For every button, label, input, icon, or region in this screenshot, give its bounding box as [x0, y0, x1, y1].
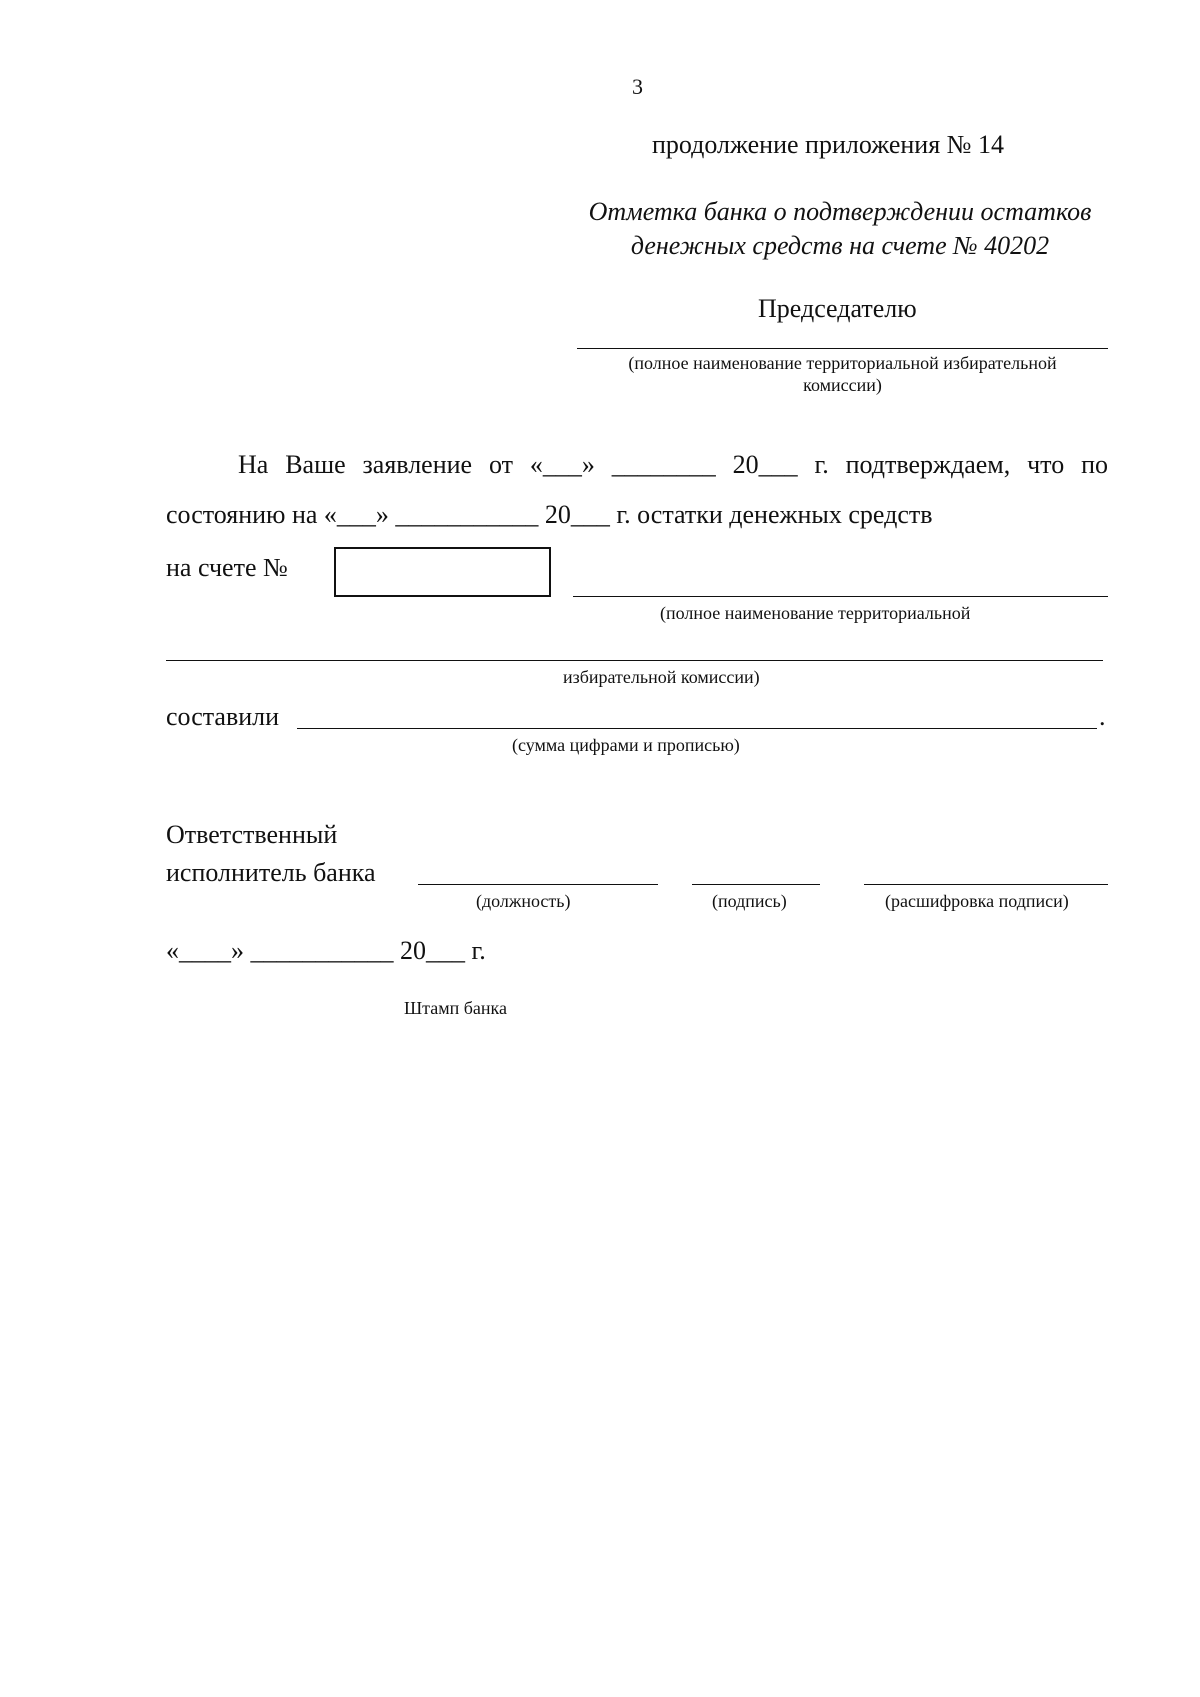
- page-number: 3: [632, 74, 643, 99]
- addressee: Председателю: [758, 294, 917, 323]
- account-number-box[interactable]: [334, 547, 551, 597]
- paragraph-line-2: состоянию на «___» ___________ 20___ г. остатки денежных средств: [166, 500, 933, 529]
- title-line-1: Отметка банка о подтверждении остатков: [588, 197, 1092, 226]
- document-title: [560, 195, 1120, 263]
- responsible-label-1: Ответственный: [166, 820, 338, 849]
- decoding-line: [864, 884, 1108, 885]
- amount-end-dot: .: [1099, 702, 1106, 731]
- amount-line: [297, 728, 1097, 729]
- position-line: [418, 884, 658, 885]
- account-label: на счете №: [166, 553, 288, 582]
- date-line: «____» ___________ 20___ г.: [166, 936, 486, 965]
- responsible-label-2: исполнитель банка: [166, 858, 376, 887]
- title-line-2: денежных средств на счете № 40202: [630, 231, 1050, 260]
- position-hint: (должность): [476, 891, 571, 911]
- commission-hint-1: (полное наименование территориальной: [660, 603, 971, 623]
- bank-stamp-label: Штамп банка: [404, 998, 507, 1018]
- addressee-line: [577, 348, 1108, 349]
- appendix-continuation: продолжение приложения № 14: [652, 130, 1004, 159]
- paragraph-line-1: На Ваше заявление от «___» ________ 20___ г. подтверждаем, что по: [238, 450, 1108, 479]
- commission-hint-2: избирательной комиссии): [563, 667, 760, 687]
- amount-hint: (сумма цифрами и прописью): [512, 735, 740, 755]
- addressee-hint-line-2: комиссии): [803, 375, 882, 395]
- addressee-hint-line-1: (полное наименование территориальной избирательной: [628, 353, 1057, 373]
- amount-label: составили: [166, 702, 280, 731]
- addressee-hint: [577, 352, 1108, 396]
- signature-hint: (подпись): [712, 891, 787, 911]
- signature-line: [692, 884, 820, 885]
- commission-line-2: [166, 660, 1103, 661]
- commission-line-1: [573, 596, 1108, 597]
- decoding-hint: (расшифровка подписи): [885, 891, 1069, 911]
